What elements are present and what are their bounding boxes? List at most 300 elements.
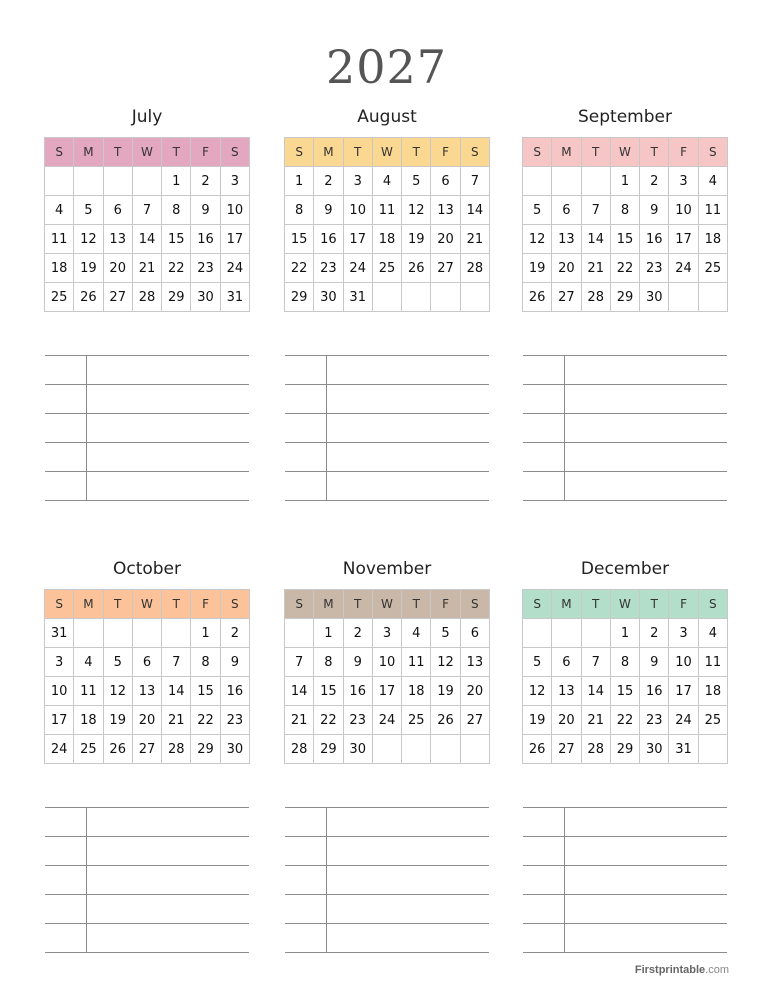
weekday-header: T: [581, 138, 610, 167]
day-cell: [431, 283, 460, 312]
day-cell: 23: [343, 706, 372, 735]
day-cell: 24: [220, 254, 249, 283]
day-cell: 8: [314, 648, 343, 677]
weekday-header: S: [460, 138, 489, 167]
weekday-header: M: [314, 138, 343, 167]
note-line[interactable]: [523, 355, 727, 384]
day-cell: 18: [698, 225, 727, 254]
month-august: [284, 105, 490, 312]
day-cell: 30: [220, 735, 249, 764]
note-divider: [564, 924, 565, 952]
day-cell: 1: [610, 619, 639, 648]
week-row: [45, 619, 250, 648]
day-cell: [285, 619, 314, 648]
note-divider: [564, 866, 565, 894]
day-cell: 14: [581, 677, 610, 706]
day-cell: 17: [343, 225, 372, 254]
month-calendar-table: [522, 589, 728, 764]
week-row: [523, 619, 728, 648]
week-row: [523, 167, 728, 196]
day-cell: 12: [74, 225, 103, 254]
day-cell: [523, 167, 552, 196]
day-cell: [581, 619, 610, 648]
day-cell: [162, 619, 191, 648]
day-cell: 26: [103, 735, 132, 764]
day-cell: 8: [610, 196, 639, 225]
day-cell: 14: [581, 225, 610, 254]
day-cell: 18: [45, 254, 74, 283]
day-cell: 4: [698, 619, 727, 648]
note-line[interactable]: [285, 471, 489, 501]
week-row: [45, 167, 250, 196]
week-row: [285, 225, 490, 254]
day-cell: 19: [74, 254, 103, 283]
day-cell: 7: [132, 196, 161, 225]
day-cell: 26: [402, 254, 431, 283]
day-cell: 15: [610, 225, 639, 254]
day-cell: 27: [431, 254, 460, 283]
day-cell: 7: [581, 196, 610, 225]
day-cell: 28: [581, 735, 610, 764]
day-cell: 28: [162, 735, 191, 764]
day-cell: 23: [640, 254, 669, 283]
week-row: [285, 648, 490, 677]
month-name: September: [578, 107, 672, 127]
week-row: [523, 225, 728, 254]
day-cell: 11: [372, 196, 401, 225]
notes-lines-october[interactable]: [45, 807, 249, 953]
day-cell: 24: [343, 254, 372, 283]
day-cell: [698, 735, 727, 764]
day-cell: 9: [314, 196, 343, 225]
note-line[interactable]: [523, 894, 727, 923]
weekday-header: T: [162, 138, 191, 167]
day-cell: 16: [343, 677, 372, 706]
day-cell: 28: [132, 283, 161, 312]
weekday-header: F: [191, 138, 220, 167]
day-cell: 28: [581, 283, 610, 312]
note-line[interactable]: [45, 384, 249, 413]
week-row: [45, 677, 250, 706]
day-cell: [372, 735, 401, 764]
day-cell: 14: [285, 677, 314, 706]
weekday-header: S: [523, 138, 552, 167]
day-cell: 3: [45, 648, 74, 677]
day-cell: 10: [45, 677, 74, 706]
brand-watermark: [635, 964, 729, 976]
day-cell: 31: [669, 735, 698, 764]
day-cell: [402, 283, 431, 312]
month-july: [44, 105, 250, 312]
day-cell: [45, 167, 74, 196]
note-line[interactable]: [523, 471, 727, 501]
day-cell: 10: [220, 196, 249, 225]
year-title: 2027: [325, 40, 448, 94]
note-line[interactable]: [285, 807, 489, 836]
week-row: [523, 677, 728, 706]
day-cell: 13: [552, 677, 581, 706]
note-divider: [86, 808, 87, 836]
note-divider: [564, 837, 565, 865]
day-cell: 26: [523, 735, 552, 764]
weekday-header: T: [343, 138, 372, 167]
note-line[interactable]: [285, 384, 489, 413]
weekday-header: T: [581, 590, 610, 619]
day-cell: 25: [372, 254, 401, 283]
day-cell: 7: [162, 648, 191, 677]
day-cell: 4: [402, 619, 431, 648]
day-cell: 2: [314, 167, 343, 196]
weekday-header: S: [45, 590, 74, 619]
month-calendar-table: [522, 137, 728, 312]
week-row: [45, 706, 250, 735]
day-cell: 22: [285, 254, 314, 283]
note-line[interactable]: [523, 807, 727, 836]
week-row: [285, 619, 490, 648]
weekday-header: M: [552, 590, 581, 619]
day-cell: 3: [372, 619, 401, 648]
day-cell: 2: [191, 167, 220, 196]
day-cell: 6: [460, 619, 489, 648]
day-cell: 9: [640, 648, 669, 677]
week-row: [45, 254, 250, 283]
day-cell: 3: [220, 167, 249, 196]
note-line[interactable]: [285, 894, 489, 923]
weekday-header-row: [523, 138, 728, 167]
note-divider: [326, 808, 327, 836]
note-line[interactable]: [45, 471, 249, 501]
day-cell: [74, 619, 103, 648]
month-october: [44, 557, 250, 764]
month-december: [522, 557, 728, 764]
note-line[interactable]: [45, 355, 249, 384]
day-cell: 23: [314, 254, 343, 283]
week-row: [285, 196, 490, 225]
week-row: [285, 167, 490, 196]
day-cell: 10: [669, 648, 698, 677]
weekday-header: T: [640, 138, 669, 167]
note-divider: [564, 808, 565, 836]
note-line[interactable]: [523, 384, 727, 413]
weekday-header: M: [552, 138, 581, 167]
day-cell: 20: [552, 254, 581, 283]
day-cell: [698, 283, 727, 312]
weekday-header-row: [523, 590, 728, 619]
notes-lines-december[interactable]: [523, 807, 727, 953]
note-divider: [86, 472, 87, 500]
weekday-header: T: [343, 590, 372, 619]
day-cell: 13: [460, 648, 489, 677]
note-line[interactable]: [45, 894, 249, 923]
day-cell: 6: [103, 196, 132, 225]
day-cell: 18: [402, 677, 431, 706]
day-cell: 17: [669, 677, 698, 706]
day-cell: 26: [431, 706, 460, 735]
day-cell: 11: [402, 648, 431, 677]
day-cell: 6: [552, 196, 581, 225]
notes-lines-august[interactable]: [285, 355, 489, 501]
weekday-header-row: [285, 590, 490, 619]
weekday-header: T: [402, 138, 431, 167]
day-cell: 18: [372, 225, 401, 254]
day-cell: 16: [640, 225, 669, 254]
weekday-header: T: [103, 590, 132, 619]
day-cell: 18: [74, 706, 103, 735]
day-cell: 1: [314, 619, 343, 648]
day-cell: 23: [640, 706, 669, 735]
day-cell: 25: [45, 283, 74, 312]
day-cell: 30: [314, 283, 343, 312]
note-line[interactable]: [285, 923, 489, 953]
day-cell: 10: [343, 196, 372, 225]
day-cell: 19: [523, 706, 552, 735]
day-cell: 4: [372, 167, 401, 196]
day-cell: 16: [640, 677, 669, 706]
day-cell: 13: [552, 225, 581, 254]
day-cell: 16: [314, 225, 343, 254]
day-cell: 27: [552, 735, 581, 764]
week-row: [45, 648, 250, 677]
brand-suffix: .com: [705, 964, 729, 976]
day-cell: [431, 735, 460, 764]
day-cell: 21: [285, 706, 314, 735]
day-cell: 1: [285, 167, 314, 196]
day-cell: [552, 167, 581, 196]
weekday-header: S: [523, 590, 552, 619]
week-row: [523, 283, 728, 312]
notes-lines-november[interactable]: [285, 807, 489, 953]
note-divider: [564, 385, 565, 413]
weekday-header: M: [74, 138, 103, 167]
note-divider: [564, 356, 565, 384]
day-cell: [460, 283, 489, 312]
day-cell: 21: [581, 706, 610, 735]
note-line[interactable]: [523, 413, 727, 442]
day-cell: [669, 283, 698, 312]
day-cell: 24: [669, 254, 698, 283]
day-cell: 6: [552, 648, 581, 677]
day-cell: 6: [132, 648, 161, 677]
month-calendar-table: [284, 589, 490, 764]
day-cell: 4: [74, 648, 103, 677]
day-cell: 5: [402, 167, 431, 196]
day-cell: [74, 167, 103, 196]
note-line[interactable]: [45, 807, 249, 836]
day-cell: 20: [103, 254, 132, 283]
day-cell: 19: [431, 677, 460, 706]
day-cell: 18: [698, 677, 727, 706]
day-cell: 12: [103, 677, 132, 706]
day-cell: 22: [610, 254, 639, 283]
day-cell: 20: [552, 706, 581, 735]
month-name: December: [580, 559, 670, 579]
weekday-header: W: [372, 138, 401, 167]
week-row: [285, 677, 490, 706]
day-cell: 13: [431, 196, 460, 225]
day-cell: 29: [191, 735, 220, 764]
note-divider: [326, 866, 327, 894]
week-row: [285, 735, 490, 764]
day-cell: 7: [581, 648, 610, 677]
note-divider: [564, 443, 565, 471]
day-cell: 21: [460, 225, 489, 254]
notes-lines-september[interactable]: [523, 355, 727, 501]
day-cell: [103, 167, 132, 196]
week-row: [523, 706, 728, 735]
month-calendar-table: [44, 137, 250, 312]
day-cell: [372, 283, 401, 312]
week-row: [45, 283, 250, 312]
weekday-header-row: [285, 138, 490, 167]
day-cell: [523, 619, 552, 648]
note-divider: [86, 414, 87, 442]
day-cell: 22: [314, 706, 343, 735]
day-cell: 17: [220, 225, 249, 254]
weekday-header: M: [314, 590, 343, 619]
note-line[interactable]: [285, 355, 489, 384]
day-cell: 28: [285, 735, 314, 764]
day-cell: 19: [402, 225, 431, 254]
day-cell: [402, 735, 431, 764]
note-divider: [326, 837, 327, 865]
week-row: [285, 283, 490, 312]
day-cell: 1: [610, 167, 639, 196]
weekday-header: W: [610, 138, 639, 167]
day-cell: 2: [640, 167, 669, 196]
day-cell: 14: [132, 225, 161, 254]
day-cell: 20: [132, 706, 161, 735]
week-row: [523, 648, 728, 677]
day-cell: 22: [162, 254, 191, 283]
note-divider: [326, 472, 327, 500]
note-line[interactable]: [523, 923, 727, 953]
note-line[interactable]: [523, 836, 727, 865]
day-cell: [552, 619, 581, 648]
notes-lines-july[interactable]: [45, 355, 249, 501]
weekday-header: F: [669, 138, 698, 167]
weekday-header: W: [132, 590, 161, 619]
note-divider: [564, 414, 565, 442]
weekday-header: W: [132, 138, 161, 167]
note-line[interactable]: [285, 413, 489, 442]
day-cell: 25: [74, 735, 103, 764]
day-cell: 20: [431, 225, 460, 254]
note-line[interactable]: [45, 923, 249, 953]
day-cell: 30: [191, 283, 220, 312]
day-cell: 25: [698, 254, 727, 283]
weekday-header: S: [460, 590, 489, 619]
note-divider: [86, 356, 87, 384]
weekday-header: S: [45, 138, 74, 167]
day-cell: 12: [402, 196, 431, 225]
day-cell: 24: [372, 706, 401, 735]
day-cell: 15: [285, 225, 314, 254]
day-cell: 10: [372, 648, 401, 677]
note-line[interactable]: [523, 865, 727, 894]
day-cell: 31: [220, 283, 249, 312]
day-cell: 10: [669, 196, 698, 225]
day-cell: 22: [191, 706, 220, 735]
note-line[interactable]: [45, 865, 249, 894]
note-divider: [326, 924, 327, 952]
day-cell: [103, 619, 132, 648]
day-cell: 17: [669, 225, 698, 254]
day-cell: 19: [103, 706, 132, 735]
weekday-header-row: [45, 138, 250, 167]
note-divider: [86, 866, 87, 894]
day-cell: 20: [460, 677, 489, 706]
month-calendar-table: [284, 137, 490, 312]
day-cell: 15: [191, 677, 220, 706]
day-cell: 30: [343, 735, 372, 764]
day-cell: 12: [523, 225, 552, 254]
day-cell: 11: [698, 196, 727, 225]
note-divider: [326, 895, 327, 923]
day-cell: 8: [191, 648, 220, 677]
day-cell: 31: [45, 619, 74, 648]
note-line[interactable]: [45, 413, 249, 442]
day-cell: 2: [343, 619, 372, 648]
day-cell: 24: [45, 735, 74, 764]
day-cell: 24: [669, 706, 698, 735]
day-cell: 15: [610, 677, 639, 706]
weekday-header: T: [402, 590, 431, 619]
weekday-header: S: [698, 138, 727, 167]
day-cell: 12: [523, 677, 552, 706]
day-cell: 5: [103, 648, 132, 677]
note-line[interactable]: [285, 836, 489, 865]
note-divider: [86, 837, 87, 865]
note-line[interactable]: [45, 836, 249, 865]
day-cell: 23: [220, 706, 249, 735]
day-cell: 16: [220, 677, 249, 706]
day-cell: 14: [162, 677, 191, 706]
day-cell: 27: [132, 735, 161, 764]
note-line[interactable]: [285, 865, 489, 894]
weekday-header: S: [220, 138, 249, 167]
day-cell: 5: [523, 196, 552, 225]
day-cell: [132, 167, 161, 196]
day-cell: 26: [74, 283, 103, 312]
weekday-header: W: [610, 590, 639, 619]
weekday-header: T: [162, 590, 191, 619]
month-calendar-table: [44, 589, 250, 764]
note-line[interactable]: [523, 442, 727, 471]
day-cell: 15: [314, 677, 343, 706]
weekday-header: S: [698, 590, 727, 619]
note-line[interactable]: [285, 442, 489, 471]
note-line[interactable]: [45, 442, 249, 471]
day-cell: 5: [431, 619, 460, 648]
day-cell: [460, 735, 489, 764]
day-cell: 4: [698, 167, 727, 196]
day-cell: 4: [45, 196, 74, 225]
day-cell: 13: [103, 225, 132, 254]
day-cell: 21: [162, 706, 191, 735]
day-cell: 3: [669, 167, 698, 196]
day-cell: 27: [552, 283, 581, 312]
note-divider: [86, 895, 87, 923]
day-cell: 2: [220, 619, 249, 648]
day-cell: 12: [431, 648, 460, 677]
month-name: August: [357, 107, 417, 127]
week-row: [523, 196, 728, 225]
day-cell: 29: [285, 283, 314, 312]
day-cell: 15: [162, 225, 191, 254]
day-cell: 19: [523, 254, 552, 283]
weekday-header: F: [431, 138, 460, 167]
weekday-header: T: [640, 590, 669, 619]
